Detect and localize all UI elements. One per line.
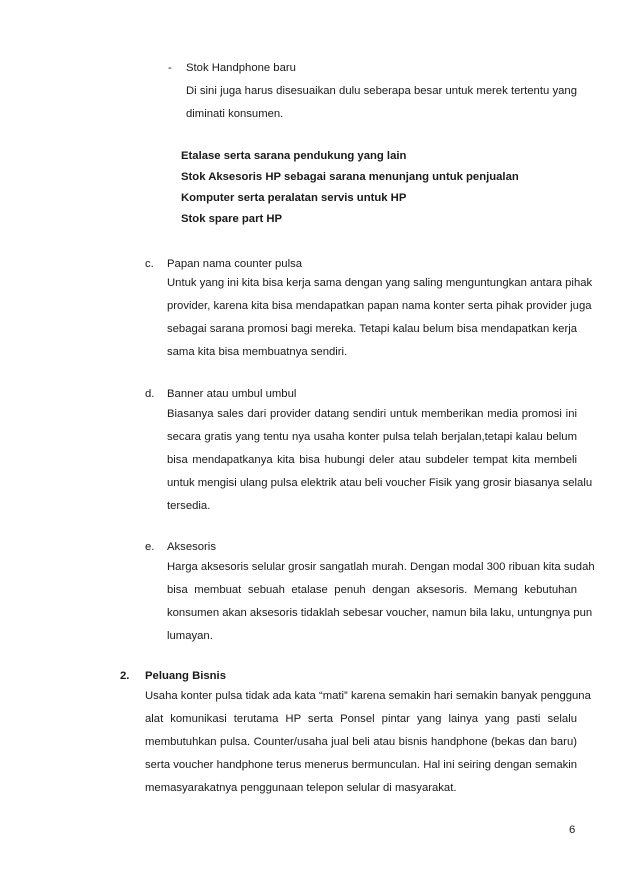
paragraph-line: serta voucher handphone terus menerus bermunculan. Hal ini seiring dengan semakin	[145, 759, 578, 771]
paragraph-line: untuk mengisi ulang pulsa elektrik atau beli voucher Fisik yang grosir biasanya selalu	[167, 477, 593, 489]
paragraph-line: tersedia.	[167, 500, 211, 512]
list-marker: c.	[145, 258, 154, 270]
section-title: Aksesoris	[167, 541, 216, 553]
paragraph-line: lumayan.	[167, 630, 213, 642]
bold-list-item: Stok spare part HP	[181, 213, 283, 225]
paragraph-line: memasyarakatnya penggunaan telepon selular di masyarakat.	[145, 782, 457, 794]
paragraph-line: sebagai sarana promosi bagi mereka. Tetapi kalau belum bisa mendapatkan kerja	[167, 323, 577, 335]
subsection-title: Stok Handphone baru	[186, 62, 296, 74]
section-number: 2.	[120, 670, 130, 682]
bold-list-item: Etalase serta sarana pendukung yang lain	[181, 150, 407, 162]
paragraph-line: Untuk yang ini kita bisa kerja sama dengan yang saling menguntungkan antara pihak	[167, 277, 593, 289]
section-title: Banner atau umbul umbul	[167, 388, 297, 400]
paragraph-line: bisa mendapatkanya kita bisa hubungi deler atau subdeler tempat kita membeli	[167, 454, 577, 466]
bold-list-item: Komputer serta peralatan servis untuk HP	[181, 192, 407, 204]
paragraph-line: bisa membuat sebuah etalase penuh dengan aksesoris. Memang kebutuhan	[167, 584, 577, 596]
paragraph-line: konsumen akan aksesoris tidaklah sebesar voucher, namun bila laku, untungnya pun	[167, 607, 593, 619]
paragraph-line: alat komunikasi terutama HP serta Ponsel pintar yang lainya yang pasti selalu	[145, 713, 577, 725]
paragraph-line: Biasanya sales dari provider datang sendiri untuk memberikan media promosi ini	[167, 408, 577, 420]
section-title: Papan nama counter pulsa	[167, 258, 303, 270]
paragraph-line: provider, karena kita bisa mendapatkan papan nama konter serta pihak provider juga	[167, 300, 592, 312]
paragraph-line: secara gratis yang tentu nya usaha konter pulsa telah berjalan,tetapi kalau belum	[167, 431, 577, 443]
paragraph-line: sama kita bisa membuatnya sendiri.	[167, 346, 348, 358]
paragraph-line: Di sini juga harus disesuaikan dulu seberapa besar untuk merek tertentu yang	[186, 85, 577, 97]
list-marker: e.	[145, 541, 155, 553]
page-number: 6	[569, 824, 576, 836]
paragraph-line: Harga aksesoris selular grosir sangatlah murah. Dengan modal 300 ribuan kita sudah	[167, 561, 595, 573]
paragraph-line: membutuhkan pulsa. Counter/usaha jual beli atau bisnis handphone (bekas dan baru)	[145, 736, 577, 748]
list-marker: d.	[145, 388, 155, 400]
dash-marker: -	[168, 62, 172, 74]
paragraph-line: diminati konsumen.	[186, 108, 284, 120]
bold-list-item: Stok Aksesoris HP sebagai sarana menunjang untuk penjualan	[181, 171, 519, 183]
paragraph-line: Usaha konter pulsa tidak ada kata “mati” karena semakin hari semakin banyak pengguna	[145, 690, 591, 702]
section-heading: Peluang Bisnis	[145, 670, 226, 682]
